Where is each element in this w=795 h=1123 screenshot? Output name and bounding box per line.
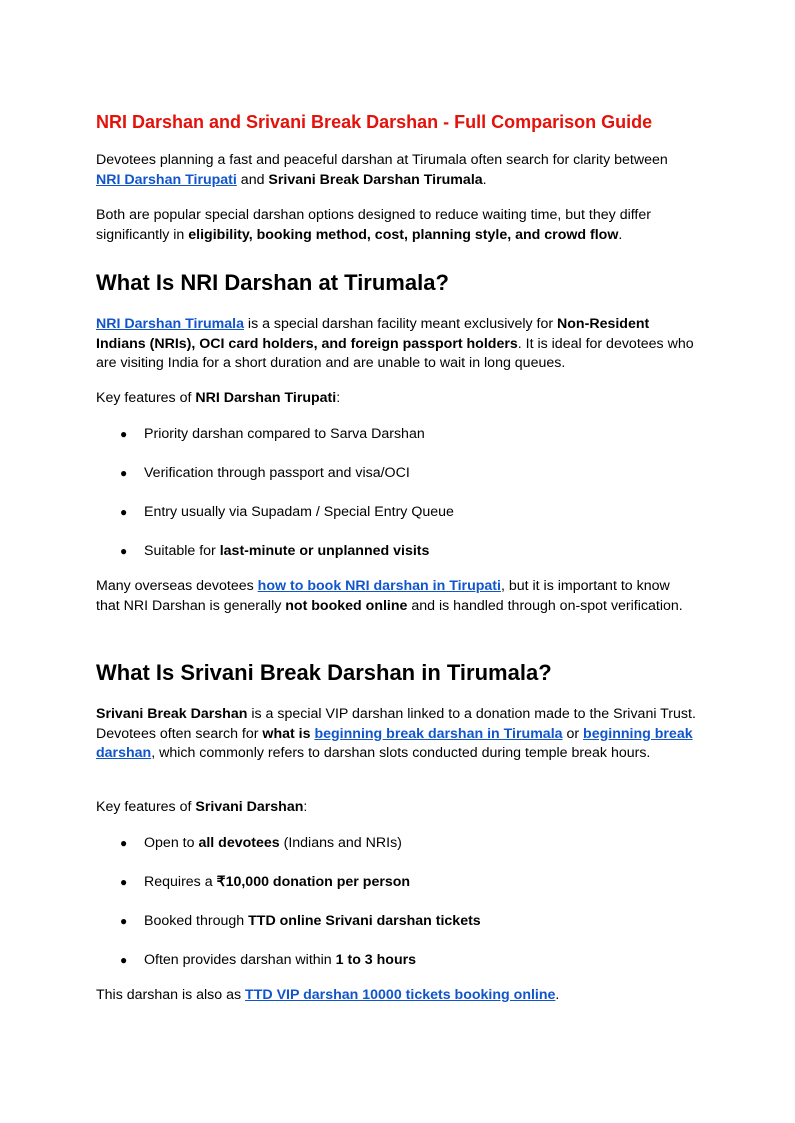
text: , but it is important to know that NRI Darshan is generally	[96, 578, 670, 614]
document-title: NRI Darshan and Srivani Break Darshan - Full Comparison Guide	[96, 112, 653, 132]
list-item-text: Verification through passport and visa/OCI	[144, 465, 410, 481]
text: Both are popular special darshan options designed to reduce waiting time, but they differ significantly in	[96, 207, 651, 243]
section-heading-srivani: What Is Srivani Break Darshan in Tirumala?	[96, 660, 552, 685]
bullet-icon: ●	[120, 953, 128, 967]
text: :	[303, 799, 308, 815]
bold-text: Srivani Break Darshan Tirumala	[268, 171, 483, 188]
bold-text: eligibility, booking method, cost, planning style, and crowd flow	[188, 226, 619, 243]
srivani-features-intro	[96, 798, 696, 818]
bullet-icon: ●	[120, 466, 128, 480]
intro-paragraph-2	[96, 206, 696, 245]
text: is a special darshan facility meant exclusively for	[243, 316, 558, 332]
text: is a special VIP darshan linked to a donation made to the Srivani Trust. Devotees often search for	[96, 706, 696, 742]
text: and	[236, 171, 269, 188]
section-heading-nri: What Is NRI Darshan at Tirumala?	[96, 270, 449, 295]
bold-text: what is	[262, 725, 311, 742]
text: Key features of	[96, 799, 196, 815]
list-item-text: Entry usually via Supadam / Special Entry Queue	[144, 504, 454, 520]
nri-paragraph-1	[96, 315, 696, 374]
bold-text: not booked online	[285, 597, 408, 614]
text: and is handled through on-spot verification.	[407, 597, 683, 614]
text: Devotees planning a fast and peaceful darshan at Tirumala often search for clarity between	[96, 152, 668, 168]
text: or	[562, 725, 584, 742]
bullet-icon: ●	[120, 427, 128, 441]
list-item-text: Open to all devotees (Indians and NRIs)	[144, 835, 402, 851]
list-item-text: Often provides darshan within 1 to 3 hours	[144, 952, 417, 968]
text: .	[555, 987, 560, 1003]
link-nri-darshan-tirumala[interactable]: NRI Darshan Tirumala	[96, 316, 244, 332]
text: This darshan is also as	[96, 987, 246, 1003]
nri-paragraph-2	[96, 577, 696, 616]
link-how-to-book-nri-darshan[interactable]: how to book NRI darshan in Tirupati	[257, 578, 501, 594]
nri-features-intro	[96, 389, 696, 409]
bullet-icon: ●	[120, 914, 128, 928]
list-item-text: Priority darshan compared to Sarva Darshan	[144, 426, 425, 442]
bold-text: Non-Resident Indians (NRIs), OCI card holders, and foreign passport holders	[96, 316, 650, 352]
srivani-paragraph-2	[96, 986, 696, 1006]
link-ttd-vip-darshan-booking[interactable]: TTD VIP darshan 10000 tickets booking online	[245, 987, 556, 1003]
text: Many overseas devotees	[96, 578, 258, 594]
bullet-icon: ●	[120, 544, 128, 558]
bullet-icon: ●	[120, 875, 128, 889]
text: .	[482, 171, 487, 188]
srivani-paragraph-1	[96, 705, 696, 764]
bold-text: NRI Darshan Tirupati	[195, 390, 337, 406]
text: , which commonly refers to darshan slots conducted during temple break hours.	[151, 745, 651, 762]
list-item-text: Requires a ₹10,000 donation per person	[144, 874, 411, 890]
text: . It is ideal for devotees who are visiting India for a short duration and are unable to wait in long queues.	[96, 335, 694, 372]
text: :	[336, 390, 341, 406]
link-nri-darshan-tirupati[interactable]: NRI Darshan Tirupati	[96, 171, 237, 188]
bold-text: Srivani Break Darshan	[96, 706, 248, 722]
list-item-text: Booked through TTD online Srivani darshan tickets	[144, 913, 481, 929]
bullet-icon: ●	[120, 836, 128, 850]
bold-text: Srivani Darshan	[195, 799, 304, 815]
link-beginning-break-darshan[interactable]: beginning break darshan	[96, 725, 693, 762]
text: Key features of	[96, 390, 196, 406]
list-item-text: Suitable for last-minute or unplanned visits	[144, 543, 430, 559]
bullet-icon: ●	[120, 505, 128, 519]
text: .	[618, 226, 623, 243]
link-beginning-break-darshan-tirumala[interactable]: beginning break darshan in Tirumala	[314, 725, 563, 742]
intro-paragraph-1	[96, 151, 696, 190]
